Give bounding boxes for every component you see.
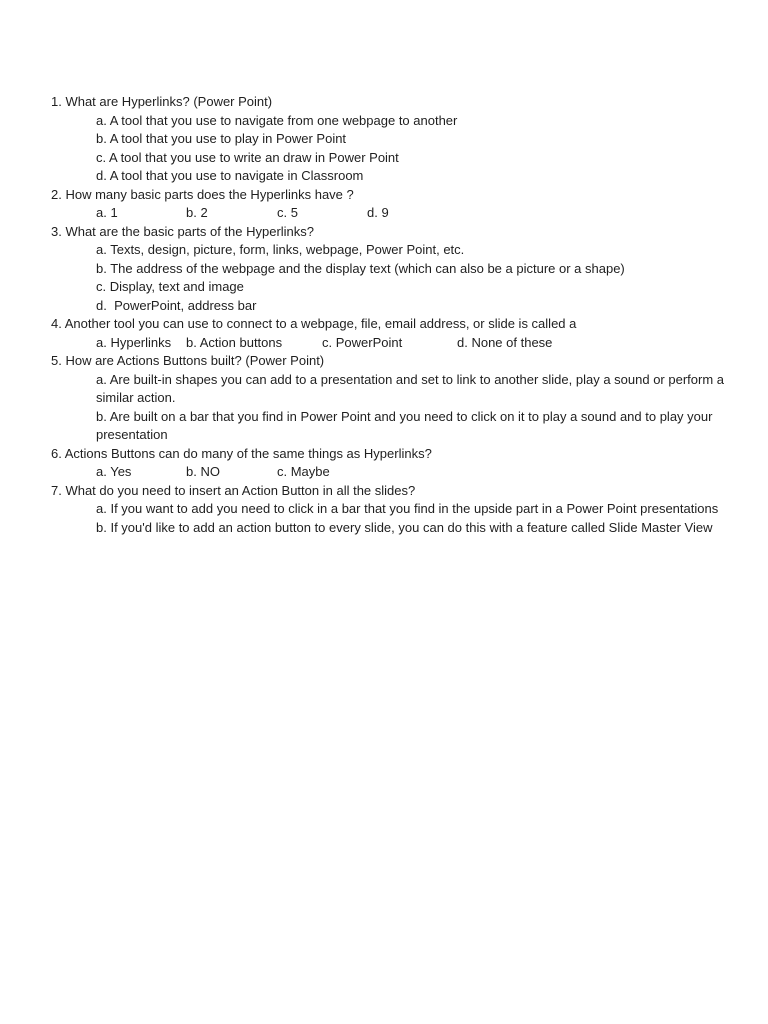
option-list: [51, 463, 726, 482]
option-b: b. Are built on a bar that you find in Power Point and you need to click on it to play a sound and to play your presentation: [96, 408, 713, 442]
question-7: [51, 482, 726, 538]
option-a: a. 1: [96, 205, 118, 220]
option-b: b. Action buttons: [186, 334, 283, 350]
question-3: [51, 223, 726, 316]
option-b: b. NO: [186, 464, 220, 479]
option-d: d. 9: [367, 205, 389, 220]
option-list: [51, 500, 726, 537]
option-list: [51, 241, 726, 315]
quiz: [51, 93, 726, 537]
question-1: [51, 93, 726, 186]
option-b: b. 2: [186, 205, 208, 220]
question-text: 5. How are Actions Buttons built? (Power Point): [51, 353, 325, 368]
option-a: a. If you want to add you need to click in a bar that you find in the upside part in a Power Point presentations: [96, 501, 719, 516]
option-c: c. PowerPoint: [322, 334, 403, 350]
option-c: c. A tool that you use to write an draw in Power Point: [96, 149, 399, 165]
question-4: [51, 315, 726, 352]
option-list: [51, 371, 726, 445]
inline-options: [96, 204, 726, 223]
question-5: [51, 352, 726, 445]
question-text: 2. How many basic parts does the Hyperlinks have ?: [51, 186, 354, 202]
option-c: c. Maybe: [277, 464, 330, 479]
option-list: [51, 204, 726, 223]
option-b: b. A tool that you use to play in Power Point: [96, 131, 347, 146]
question-text: 7. What do you need to insert an Action Button in all the slides?: [51, 482, 416, 498]
option-a: a. Texts, design, picture, form, links, webpage, Power Point, etc.: [96, 242, 465, 257]
question-text: 6. Actions Buttons can do many of the same things as Hyperlinks?: [51, 445, 432, 461]
option-list: [51, 112, 726, 186]
question-text: 1. What are Hyperlinks? (Power Point): [51, 94, 273, 109]
option-b: b. If you'd like to add an action button to every slide, you can do this with a feature called Slide Master View: [96, 519, 713, 535]
option-c: c. 5: [277, 205, 298, 220]
option-b: b. The address of the webpage and the display text (which can also be a picture or a shape): [96, 260, 625, 276]
option-a: a. Hyperlinks: [96, 334, 172, 350]
inline-options: [96, 334, 726, 353]
option-d: d. PowerPoint, address bar: [96, 297, 257, 313]
question-text: 4. Another tool you can use to connect to a webpage, file, email address, or slide is called a: [51, 316, 577, 331]
inline-options: [96, 463, 726, 482]
option-a: a. Yes: [96, 464, 132, 479]
option-a: a. A tool that you use to navigate from one webpage to another: [96, 112, 458, 128]
question-6: [51, 445, 726, 482]
option-d: d. A tool that you use to navigate in Classroom: [96, 168, 364, 183]
question-2: [51, 186, 726, 223]
question-text: 3. What are the basic parts of the Hyperlinks?: [51, 223, 315, 239]
option-list: [51, 334, 726, 353]
option-c: c. Display, text and image: [96, 279, 244, 294]
option-d: d. None of these: [457, 334, 553, 350]
option-a: a. Are built-in shapes you can add to a presentation and set to link to another slide, play a sound or perform a similar action.: [96, 371, 724, 405]
